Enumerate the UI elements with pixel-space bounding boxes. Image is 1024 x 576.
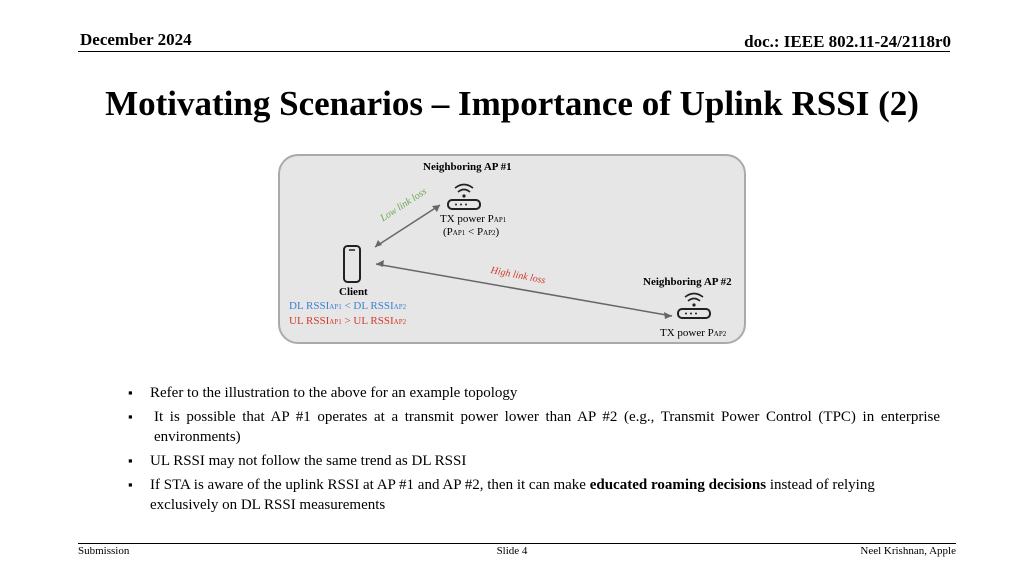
bullet4-emphasis: educated roaming decisions bbox=[589, 477, 767, 493]
bullet-list bbox=[128, 383, 940, 519]
bullet-item: ▪ UL RSSI may not follow the same trend as DL RSSI bbox=[128, 451, 940, 471]
bullet-item: ▪ Refer to the illustration to the above for an example topology bbox=[128, 383, 940, 403]
ap1-power-compare: (PAP1 < PAP2) bbox=[443, 226, 500, 238]
footer-author: Neel Krishnan, Apple bbox=[860, 545, 956, 557]
bullet-item: ▪ It is possible that AP #1 operates at a transmit power lower than AP #2 (e.g., Transmit Power Control (TPC) in enterprise environments) bbox=[128, 407, 940, 447]
header-date: December 2024 bbox=[80, 30, 192, 49]
footer-divider bbox=[78, 543, 956, 544]
low-link-loss-label: Low link loss bbox=[378, 186, 429, 225]
header-doc-id: doc.: IEEE 802.11-24/2118r0 bbox=[744, 32, 951, 51]
footer-submission: Submission bbox=[78, 545, 130, 557]
bullet4-text-before: If STA is aware of the uplink RSSI at AP #1 and AP #2, then it can make bbox=[150, 477, 590, 493]
router-icon-ap2 bbox=[678, 294, 710, 319]
ap2-tx-power: TX power PAP2 bbox=[660, 327, 727, 339]
ul-rssi-relation: UL RSSIAP1 > UL RSSIAP2 bbox=[289, 315, 407, 327]
ap2-title: Neighboring AP #2 bbox=[643, 276, 732, 288]
phone-icon-client bbox=[344, 246, 360, 282]
ap1-title: Neighboring AP #1 bbox=[423, 161, 512, 173]
bullet4-text-after: instead of relying exclusively on DL RSSI measurements bbox=[150, 477, 875, 513]
footer-slide-number: Slide 4 bbox=[496, 545, 528, 557]
slide-title: Motivating Scenarios – Importance of Uplink RSSI (2) bbox=[105, 84, 919, 123]
router-icon-ap1 bbox=[448, 185, 480, 210]
topology-figure bbox=[278, 154, 746, 344]
link-arrow-ap2 bbox=[376, 260, 672, 319]
ap1-tx-power: TX power PAP1 bbox=[440, 213, 507, 225]
bullet-item bbox=[128, 475, 940, 515]
dl-rssi-relation: DL RSSIAP1 < DL RSSIAP2 bbox=[289, 300, 407, 312]
high-link-loss-label: High link loss bbox=[489, 264, 547, 287]
header-divider bbox=[78, 51, 950, 52]
client-label: Client bbox=[339, 286, 368, 298]
